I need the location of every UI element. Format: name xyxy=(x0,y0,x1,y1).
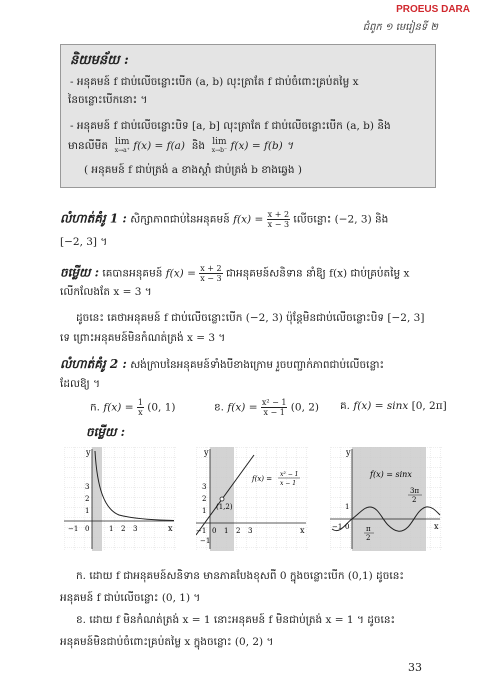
y-label: y xyxy=(346,448,351,457)
limit-b-expr: f(x) = f(b) ។ xyxy=(230,140,294,152)
example-2-label: លំហាត់គំរូ 2 : xyxy=(60,357,127,371)
graph-rational xyxy=(196,447,308,551)
item-b-fx: f(x) = xyxy=(227,401,258,414)
solution-2-b1: ខ. ដោយ f មិនកំណត់ត្រង់ x = 1 នោះអនុគមន៍ f មិនជាប់ត្រង់ x = 1 ។ ដូចនេះ xyxy=(76,614,396,626)
tick-x-0: 0 xyxy=(85,525,90,533)
solution-1-text-e: ទេ ព្រោះអនុគមន៍មិនកំណត់ត្រង់ x = 3 ។ xyxy=(60,332,226,344)
tick-x-0: 0 xyxy=(345,523,350,531)
limit-b xyxy=(212,138,227,154)
y-label: y xyxy=(204,448,209,457)
fraction-num: 1 xyxy=(137,398,143,407)
hole-point xyxy=(220,497,224,501)
solution-2-a1: ក. ដោយ f ជាអនុគមន៍សនិទាន មានភាគបែងខុសពី 0 ក្នុងចន្លោះបើក (0,1) ដូចនេះ xyxy=(76,570,404,582)
y-label: y xyxy=(86,448,91,457)
page-number: 33 xyxy=(408,661,422,674)
lim-a-top: lim xyxy=(115,137,130,147)
tick-x-m1: −1 xyxy=(68,525,79,533)
item-c-fx: f(x) = sinx xyxy=(353,400,409,412)
graph-3-label: f(x) = sinx xyxy=(370,470,412,479)
item-b-fraction xyxy=(261,398,288,417)
graph-sine xyxy=(330,447,442,551)
example-1-fx: f(x) = xyxy=(233,213,264,226)
tick-x-3: 3 xyxy=(248,527,253,535)
tick-y-2: 2 xyxy=(202,495,207,503)
tick-y-1: 1 xyxy=(345,503,350,511)
fraction-den: x − 3 xyxy=(267,220,290,229)
item-c-interval: [0, 2π] xyxy=(411,400,447,412)
example-2-text-a: សង់ក្រាបនៃអនុគមន៍ទាំងបីខាងក្រោម រួចបញ្ជាក់ភាពជាប់លើចន្លោះ xyxy=(130,359,385,371)
example-2-item-c xyxy=(340,398,447,414)
lim-b-sub: x→b⁻ xyxy=(211,147,228,154)
tick-x-2: 2 xyxy=(236,527,241,535)
example-1-label: លំហាត់គំរូ 1 : xyxy=(60,211,127,226)
tick-x-0: 0 xyxy=(212,527,217,535)
graph-reciprocal xyxy=(64,447,176,551)
solution-2-b2: អនុគមន៍មិនជាប់ចំពោះគ្រប់តម្លៃ x ក្នុងចន្លោះ (0, 2) ។ xyxy=(60,636,274,648)
example-1 xyxy=(60,210,388,229)
fraction-num: x² − 1 xyxy=(261,398,287,407)
definition-line-2b xyxy=(68,138,293,154)
example-1-text-b: លើចន្លោះ (−2, 3) និង xyxy=(293,213,389,226)
lim-a-sub: x→a⁺ xyxy=(114,147,130,154)
tick-3pi-den: 2 xyxy=(412,496,417,504)
x-label: x xyxy=(168,524,173,533)
graph-2-den: x − 1 xyxy=(280,480,297,487)
tick-x-1: 1 xyxy=(224,527,229,535)
fraction-den: x xyxy=(138,408,143,417)
tick-pi-den: 2 xyxy=(366,534,371,542)
tick-x-2: 2 xyxy=(121,525,126,533)
has-limit-text: មានលីមីត xyxy=(68,140,108,152)
limit-a-expr: f(x) = f(a) xyxy=(133,140,186,152)
tick-x-m1: −1 xyxy=(196,527,207,535)
example-1-text-a: សិក្សាភាពជាប់នៃអនុគមន៍ xyxy=(130,213,230,226)
brand-label: PROEUS DARA xyxy=(396,4,470,15)
item-a-fx: f(x) = xyxy=(103,401,134,414)
graph-2-fx: f(x) = xyxy=(252,475,273,483)
solution-1 xyxy=(60,264,409,283)
tick-y-m1: −1 xyxy=(200,537,211,545)
example-1-text-c: [−2, 3] ។ xyxy=(60,236,108,248)
definition-line-1b: នៃចន្លោះបើកនោះ ។ xyxy=(68,94,148,106)
item-c-mark: គ. xyxy=(340,400,351,412)
graph-2-num: x² − 1 xyxy=(280,471,299,478)
example-2 xyxy=(60,356,384,373)
tick-x-3: 3 xyxy=(133,525,138,533)
fraction-num: x + 2 xyxy=(200,264,222,273)
item-a-interval: (0, 1) xyxy=(147,401,176,414)
example-1-fraction xyxy=(267,210,290,229)
solution-1-text-a: គេបានអនុគមន៍ xyxy=(102,267,163,280)
tick-y-2: 2 xyxy=(85,495,90,503)
item-a-mark: ក. xyxy=(90,401,101,414)
chapter-header: ជំពូក ១ មេរៀនទី ២ xyxy=(362,22,438,33)
hole-label: (1,2) xyxy=(216,503,233,511)
x-label: x xyxy=(300,526,305,535)
tick-3pi-num: 3π xyxy=(410,487,420,495)
solution-1-label: ចម្លើយ : xyxy=(60,265,100,280)
fraction-den: x − 1 xyxy=(263,408,285,417)
tick-pi-num: π xyxy=(366,525,371,533)
solution-1-fraction xyxy=(199,264,222,283)
item-b-interval: (0, 2) xyxy=(290,401,320,414)
solution-1-fx: f(x) = xyxy=(165,267,196,280)
solution-1-text-b: ជាអនុគមន៍សនិទាន នាំឱ្យ f(x) ជាប់គ្រប់តម្លៃ x xyxy=(225,267,410,280)
x-label: x xyxy=(434,522,439,531)
lim-b-top: lim xyxy=(212,137,227,147)
shaded-interval xyxy=(92,447,102,551)
solution-2-a2: អនុគមន៍ f ជាប់លើចន្លោះ (0, 1) ។ xyxy=(60,592,201,604)
tick-x-m1: −1 xyxy=(332,523,343,531)
definition-line-2a: - អនុគមន៍ f ជាប់លើចន្លោះបិទ [a, b] លុះត្រាតែ f ជាប់លើចន្លោះបើក (a, b) និង xyxy=(70,120,391,132)
example-2-text-b: ដែលឱ្យ ។ xyxy=(60,378,101,390)
tick-y-3: 3 xyxy=(202,483,207,491)
tick-x-1: 1 xyxy=(109,525,114,533)
solution-2-label: ចម្លើយ : xyxy=(86,425,126,439)
definition-line-3: ( អនុគមន៍ f ជាប់ត្រង់ a ខាងស្តាំ ជាប់ត្រង់ b ខាងឆ្វេង ) xyxy=(84,164,302,176)
grid xyxy=(64,447,176,551)
tick-y-3: 3 xyxy=(85,483,90,491)
fraction-num: x + 2 xyxy=(267,210,290,219)
item-a-fraction xyxy=(137,398,144,417)
and-text: និង xyxy=(191,140,206,152)
tick-y-1: 1 xyxy=(202,507,207,515)
example-2-item-a xyxy=(90,398,176,417)
limit-a xyxy=(115,138,130,154)
tick-y-1: 1 xyxy=(85,507,90,515)
solution-1-text-c: លើកលែងតែ x = 3 ។ xyxy=(60,286,152,298)
definition-title: និយមន័យ : xyxy=(70,53,129,68)
definition-line-1a: - អនុគមន៍ f ជាប់លើចន្លោះបើក (a, b) លុះត្រាតែ f ជាប់ចំពោះគ្រប់តម្លៃ x xyxy=(70,76,359,88)
item-b-mark: ខ. xyxy=(214,401,225,414)
solution-1-text-d: ដូចនេះ គេថាអនុគមន៍ f ជាប់លើចន្លោះបើក (−2, 3) ប៉ុន្តែមិនជាប់លើចន្លោះបិទ [−2, 3] xyxy=(76,312,425,324)
fraction-den: x − 3 xyxy=(200,274,222,283)
example-2-item-b xyxy=(214,398,319,417)
